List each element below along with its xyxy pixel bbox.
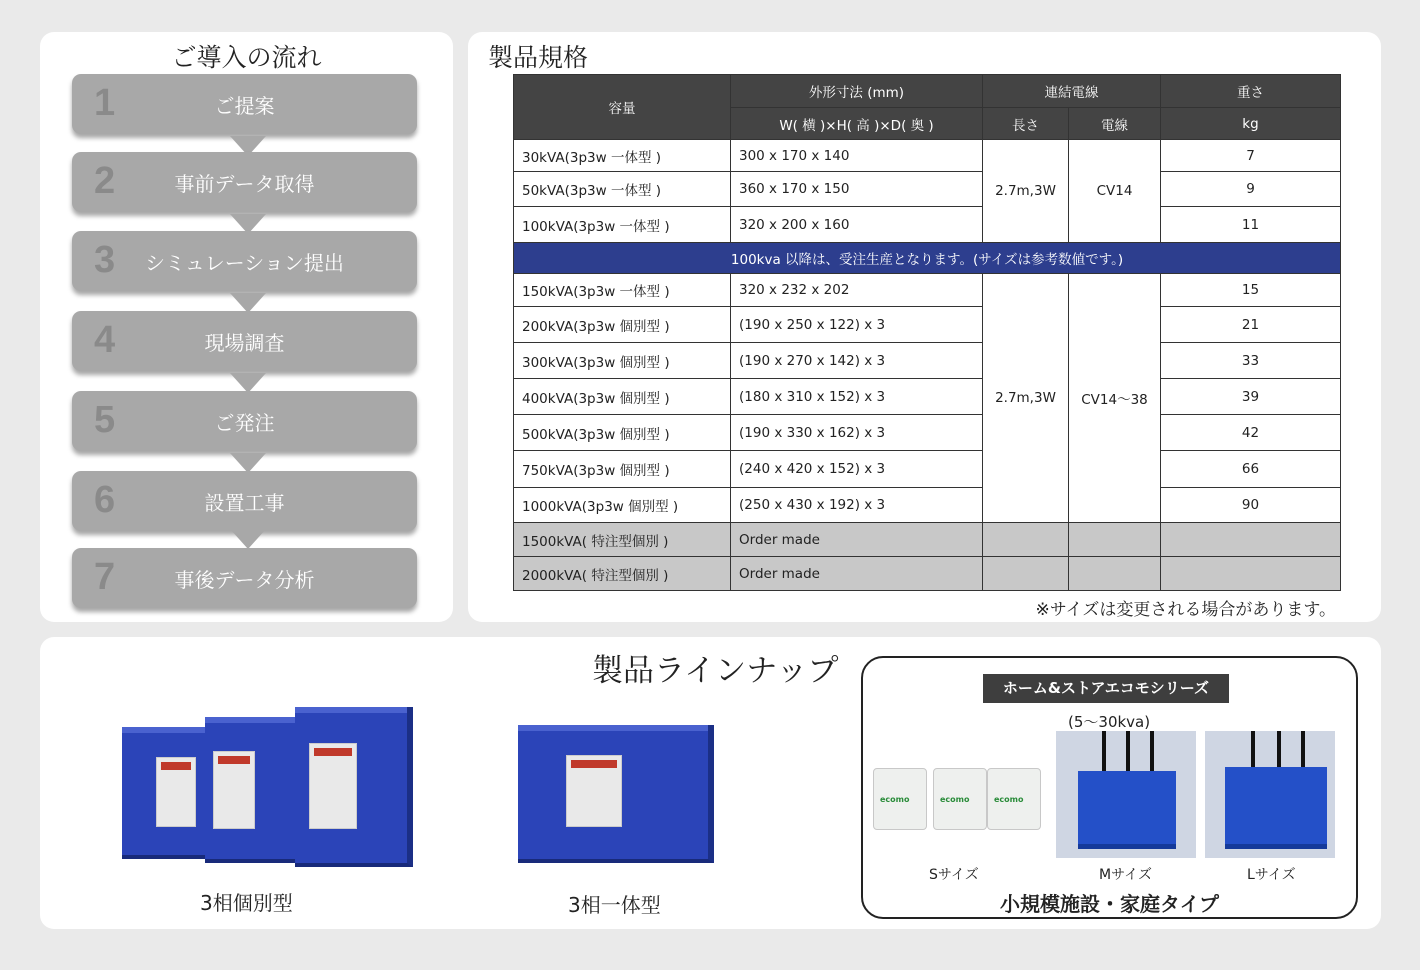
photo-l-size [1205,731,1335,858]
cell-capacity: 1500kVA( 特注型個別 ) [514,523,731,557]
step-label: 設置工事 [204,491,285,515]
s-unit [987,768,1041,830]
flow-step-7 [72,548,417,608]
cell-weight: 21 [1161,307,1341,343]
header-wire: 電線 [1069,108,1161,140]
photo-m-size [1056,731,1196,858]
header-dimensions-sub: W( 横 )×H( 高 )×D( 奥 ) [731,108,983,140]
cell-dims: Order made [731,523,983,557]
cell-length: 2.7m,3W [983,274,1069,523]
cell-empty [1161,523,1341,557]
integrated-product-image [518,725,714,863]
caption-integrated: 3相一体型 [568,893,661,917]
cell-empty [1069,523,1161,557]
home-store-series-box [861,656,1358,919]
note-row [514,243,1341,274]
cell-dims: (190 x 270 x 142) x 3 [731,343,983,379]
table-row [514,451,1341,488]
caption-individual: 3相個別型 [200,891,293,915]
cell-weight: 39 [1161,379,1341,415]
installation-flow-panel [40,32,453,622]
flow-step-2 [72,152,417,212]
cell-dims: (190 x 250 x 122) x 3 [731,307,983,343]
cell-dims: 320 x 232 x 202 [731,274,983,307]
m-unit [1078,771,1176,849]
cell-capacity: 1000kVA(3p3w 個別型 ) [514,488,731,523]
step-label: 事後データ分析 [174,568,315,592]
cell-empty [1069,557,1161,591]
product-spec-panel [468,32,1381,622]
table-row [514,379,1341,415]
cell-dims: (240 x 420 x 152) x 3 [731,451,983,488]
cell-dims: (180 x 310 x 152) x 3 [731,379,983,415]
ecomo-logo: ecomo [880,795,910,804]
cell-capacity: 500kVA(3p3w 個別型 ) [514,415,731,451]
step-label: シミュレーション提出 [145,251,344,275]
spec-table [513,74,1341,591]
cell-weight: 7 [1161,140,1341,172]
cell-weight: 66 [1161,451,1341,488]
cell-dims: 320 x 200 x 160 [731,207,983,243]
down-arrow-icon [230,453,266,473]
table-row [514,172,1341,207]
note-text: 100kva 以降は、受注生産となります。(サイズは参考数値です。) [514,243,1341,274]
series-caption: 小規模施設・家庭タイプ [1000,892,1219,916]
spec-footnote: ※サイズは変更される場合があります。 [1035,600,1336,620]
cell-empty [1161,557,1341,591]
cell-weight: 33 [1161,343,1341,379]
unit-box [295,707,413,867]
header-weight: 重さ [1161,75,1341,108]
cell-weight: 42 [1161,415,1341,451]
ecomo-logo: ecomo [940,795,970,804]
table-row [514,523,1341,557]
step-number: 3 [94,239,116,281]
cell-weight: 90 [1161,488,1341,523]
table-row [514,307,1341,343]
step-number: 7 [94,556,116,598]
step-label: 現場調査 [204,331,285,355]
step-label: 事前データ取得 [174,172,315,196]
step-number: 5 [94,399,116,441]
photo-s-size [873,768,1043,833]
cell-capacity: 100kVA(3p3w 一体型 ) [514,207,731,243]
size-l-label: Lサイズ [1247,867,1296,883]
cell-capacity: 150kVA(3p3w 一体型 ) [514,274,731,307]
down-arrow-icon [230,373,266,393]
header-capacity: 容量 [514,75,731,140]
unit-box [122,727,214,859]
product-lineup-panel [40,637,1381,929]
step-number: 4 [94,319,116,361]
warning-label [156,757,196,827]
flow-step-6 [72,471,417,531]
header-length: 長さ [983,108,1069,140]
step-number: 6 [94,479,116,521]
flow-step-5 [72,391,417,451]
cell-weight: 9 [1161,172,1341,207]
spec-title: 製品規格 [488,43,589,72]
cell-wire: CV14〜38 [1069,274,1161,523]
down-arrow-icon [230,293,266,313]
step-label: ご発注 [214,411,275,435]
ecomo-logo: ecomo [994,795,1024,804]
table-row [514,343,1341,379]
cell-capacity: 300kVA(3p3w 個別型 ) [514,343,731,379]
cell-capacity: 200kVA(3p3w 個別型 ) [514,307,731,343]
step-label: ご提案 [214,94,275,118]
table-row [514,140,1341,172]
step-number: 1 [94,82,116,124]
unit-box [205,717,305,863]
header-dimensions: 外形寸法 (mm) [731,75,983,108]
cell-empty [983,523,1069,557]
series-range: (5〜30kva) [1068,713,1151,731]
s-unit [873,768,927,830]
cell-dims: Order made [731,557,983,591]
flow-step-1 [72,74,417,134]
step-number: 2 [94,160,116,202]
cell-capacity: 30kVA(3p3w 一体型 ) [514,140,731,172]
table-row [514,274,1341,307]
table-row [514,557,1341,591]
cell-length: 2.7m,3W [983,140,1069,243]
cell-wire: CV14 [1069,140,1161,243]
warning-label [566,755,622,827]
size-m-label: Mサイズ [1099,867,1152,883]
l-unit [1225,767,1327,849]
cell-dims: 300 x 170 x 140 [731,140,983,172]
header-weight-unit: kg [1161,108,1341,140]
flow-step-4 [72,311,417,371]
warning-label [213,751,255,829]
cell-capacity: 400kVA(3p3w 個別型 ) [514,379,731,415]
header-connection: 連結電線 [983,75,1161,108]
down-arrow-icon [230,529,266,549]
cell-empty [983,557,1069,591]
cell-weight: 11 [1161,207,1341,243]
size-s-label: Sサイズ [929,867,979,883]
series-badge: ホーム&ストアエコモシリーズ [983,674,1229,703]
cell-dims: (190 x 330 x 162) x 3 [731,415,983,451]
table-row [514,415,1341,451]
flow-title: ご導入の流れ [171,43,322,72]
table-row [514,207,1341,243]
warning-label [309,743,357,829]
cell-capacity: 750kVA(3p3w 個別型 ) [514,451,731,488]
s-unit [933,768,987,830]
table-row [514,488,1341,523]
cell-capacity: 2000kVA( 特注型個別 ) [514,557,731,591]
cell-weight: 15 [1161,274,1341,307]
cell-dims: (250 x 430 x 192) x 3 [731,488,983,523]
lineup-title: 製品ラインナップ [592,653,839,689]
cell-capacity: 50kVA(3p3w 一体型 ) [514,172,731,207]
cell-dims: 360 x 170 x 150 [731,172,983,207]
flow-step-3 [72,231,417,291]
